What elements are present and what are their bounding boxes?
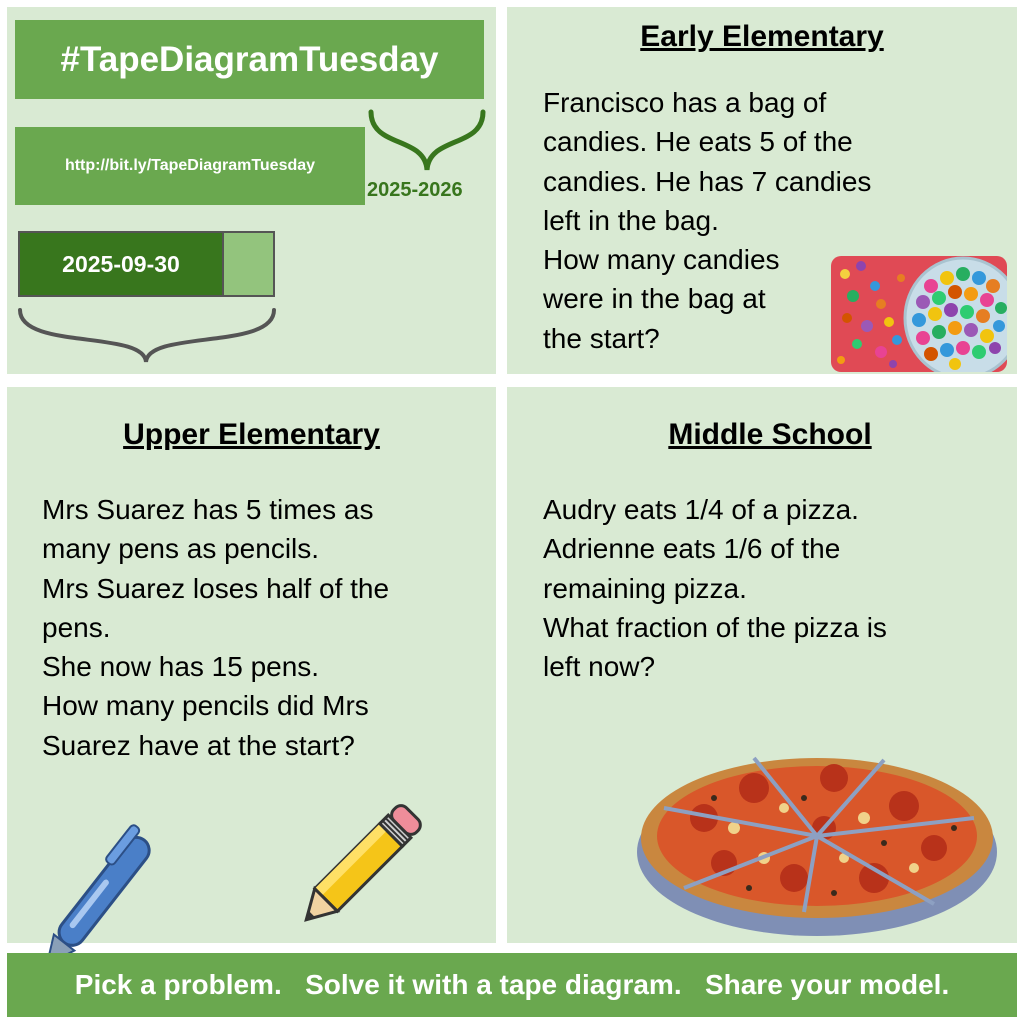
problem-line: many pens as pencils. xyxy=(42,533,320,565)
problem-line: pens. xyxy=(42,611,111,643)
problem-line: the start? xyxy=(543,322,660,354)
problem-line: Audry eats 1/4 of a pizza. xyxy=(543,494,859,525)
candies-photo xyxy=(831,256,1007,372)
middle-school-problem xyxy=(543,490,1003,686)
problem-line: candies. He has 7 candies xyxy=(543,165,872,197)
footer-banner: Pick a problem. Solve it with a tape diagram. Share your model. xyxy=(7,953,1017,1017)
problem-line: How many candies xyxy=(543,244,780,276)
problem-line: were in the bag at xyxy=(543,283,766,315)
problem-line: left now? xyxy=(543,651,656,683)
problem-line: Mrs Suarez loses half of the xyxy=(42,572,390,604)
problem-line: She now has 15 pens. xyxy=(42,651,320,683)
problem-line: Francisco has a bag of xyxy=(543,87,827,118)
problem-line: What fraction of the pizza is xyxy=(543,611,887,643)
problem-line: candies. He eats 5 of the xyxy=(543,126,853,158)
pizza-photo xyxy=(634,728,1000,940)
url-link[interactable]: http://bit.ly/TapeDiagramTuesday xyxy=(15,127,365,205)
date-brace-icon xyxy=(16,306,278,368)
upper-elementary-heading: Upper Elementary xyxy=(123,418,380,451)
early-elementary-heading: Early Elementary xyxy=(640,20,884,53)
middle-school-heading: Middle School xyxy=(668,418,872,451)
school-year: 2025-2026 xyxy=(367,179,463,201)
problem-line: remaining pizza. xyxy=(543,572,747,604)
year-brace-icon xyxy=(365,108,493,178)
pencil-icon xyxy=(282,788,438,944)
problem-line: How many pencils did Mrs xyxy=(42,690,369,722)
problem-line: Mrs Suarez has 5 times as xyxy=(42,494,374,525)
problem-line: Adrienne eats 1/6 of the xyxy=(543,533,841,565)
date-label: 2025-09-30 xyxy=(20,233,224,295)
problem-line: Suarez have at the start? xyxy=(42,729,355,761)
hashtag-title: #TapeDiagramTuesday xyxy=(15,20,484,99)
problem-line: left in the bag. xyxy=(543,204,719,236)
upper-elementary-problem xyxy=(42,490,492,765)
